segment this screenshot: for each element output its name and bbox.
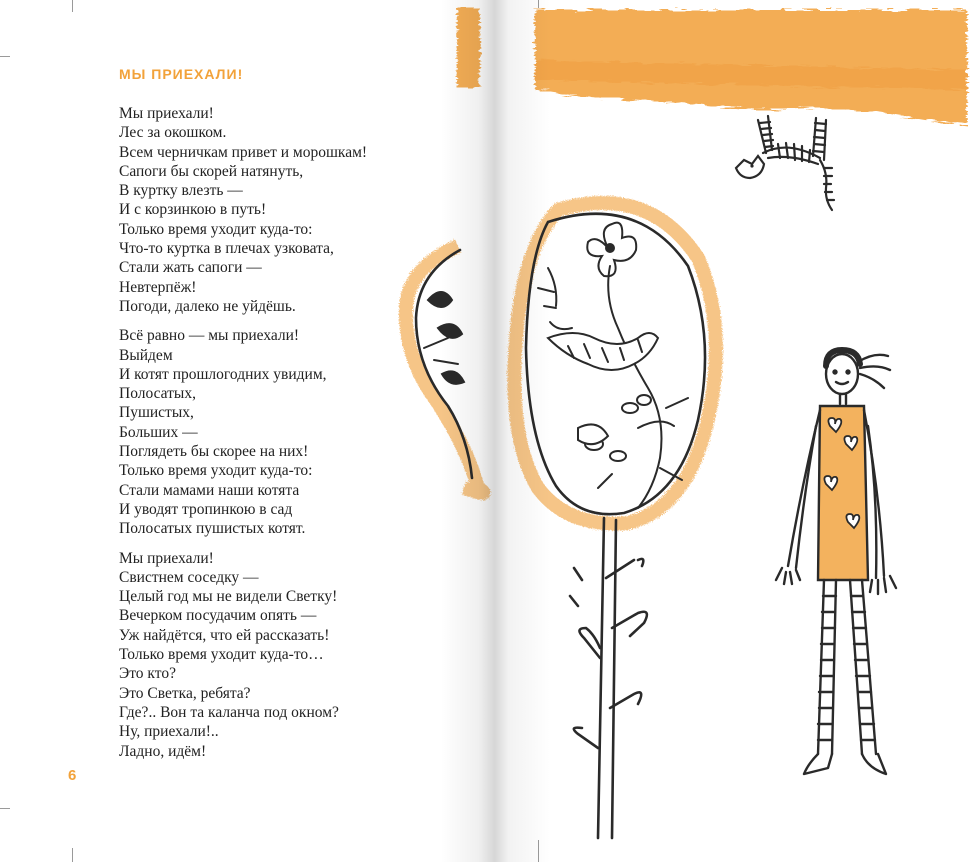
poem-line: Это Светка, ребята?	[119, 684, 251, 702]
crop-mark	[72, 848, 73, 862]
poem-line: Только время уходит куда-то:	[119, 462, 313, 480]
poem-line: Уж найдётся, что ей рассказать!	[119, 626, 330, 644]
poem-line: Вечерком посудачим опять —	[119, 607, 317, 625]
poem-line: Погоди, далеко не уйдёшь.	[119, 297, 296, 315]
poem-line: Мы приехали!	[119, 549, 214, 567]
poem-line: В куртку влезть —	[119, 182, 243, 200]
poem-title: МЫ ПРИЕХАЛИ!	[119, 66, 244, 82]
poem-line: Только время уходит куда-то:	[119, 220, 313, 238]
page-number: 6	[68, 767, 77, 784]
poem-line: Всем черничкам привет и морошкам!	[119, 143, 368, 161]
crop-mark	[72, 0, 73, 12]
poem-line: Полосатых,	[119, 385, 196, 403]
tree-illustration	[398, 188, 728, 848]
poem-line: Свистнем соседку —	[119, 568, 259, 586]
poem-line: Полосатых пушистых котят.	[119, 520, 306, 538]
poem-line: Целый год мы не видели Светку!	[119, 588, 338, 606]
crop-mark	[0, 808, 10, 809]
poem-line: Где?.. Вон та каланча под окном?	[119, 703, 339, 721]
poem-line: И с корзинкою в путь!	[119, 201, 267, 219]
poem-line: Что-то куртка в плечах узковата,	[119, 240, 334, 258]
poem-line: И уводят тропинкою в сад	[119, 500, 293, 518]
poem-line: Мы приехали!	[119, 105, 214, 122]
poem-line: Сапоги бы скорей натянуть,	[119, 162, 304, 180]
orange-paint-band	[455, 0, 970, 130]
poem-line: Больших —	[119, 423, 198, 441]
poem-line: Невтерпёж!	[119, 278, 197, 296]
poem-line: Выйдем	[119, 346, 173, 364]
crop-mark	[0, 56, 10, 57]
poem-line: Пушистых,	[119, 404, 194, 422]
poem-line: Стали жать сапоги —	[119, 259, 262, 277]
poem-line: Всё равно — мы приехали!	[119, 327, 300, 345]
poem-line: Лес за окошком.	[119, 124, 227, 142]
girl-illustration	[762, 344, 902, 780]
poem-line: Поглядеть бы скорее на них!	[119, 443, 309, 461]
poem-line: И котят прошлогодних увидим,	[119, 365, 327, 383]
poem-line: Ну, приехали!..	[119, 723, 219, 741]
striped-cat-icon	[728, 108, 848, 218]
poem-line: Только время уходит куда-то…	[119, 646, 324, 664]
poem-line: Стали мамами наши котята	[119, 481, 300, 499]
poem-line: Ладно, идём!	[119, 742, 207, 760]
poem-line: Это кто?	[119, 665, 176, 683]
